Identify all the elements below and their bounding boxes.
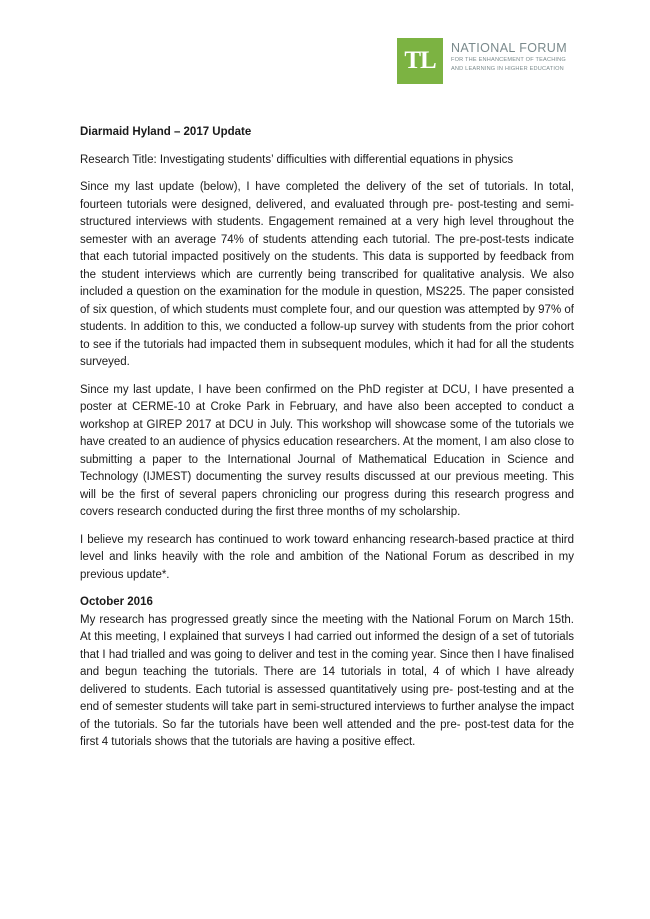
research-title: Research Title: Investigating students’ difficulties with differential equations in physics xyxy=(80,153,514,166)
paragraph-phd-register: Since my last update, I have been confirmed on the PhD register at DCU, I have presented a poster at CERME-10 at Croke Park in February, and have also been accepted to conduct a workshop at GIREP 2017 at DCU in July. This workshop will showcase some of the tutorials we have created to an audience of physics education researchers. At the moment, I am also close to submitting a paper to the International Journal of Mathematical Education in Science and Technology (IJMEST) documenting the survey results discussed at our previous meeting. This will be the first of several papers chronicling our progress during this research progress and covers research conducted during the first three months of my scholarship. xyxy=(80,383,574,518)
paragraph-research-practice: I believe my research has continued to work toward enhancing research-based practice at third level and links heavily with the role and ambition of the National Forum as described in my previous update*. xyxy=(80,533,574,581)
document-body xyxy=(80,124,574,762)
document-heading: Diarmaid Hyland – 2017 Update xyxy=(80,126,252,138)
paragraph-tutorials-update: Since my last update (below), I have completed the delivery of the set of tutorials. In total, fourteen tutorials were designed, delivered, and evaluated through pre- post-testing and semi-structured interviews with students. Engagement remained at a very high level throughout the semester with an average 74% of students attending each tutorial. The pre-post-tests indicate that each tutorial impacted positively on the students. This data is supported by feedback from the student interviews which are currently being transcribed for qualitative analysis. We also included a question on the examination for the module in question, MS225. The paper consisted of six question, of which students must complete four, and our question was attempted by 97% of students. In addition to this, we conducted a follow-up survey with students from the prior cohort to see if the tutorials had impacted them in subsequent modules, which it had for all the students surveyed. xyxy=(80,181,574,368)
logo-title: NATIONAL FORUM xyxy=(451,41,568,55)
logo-subtitle-line-1: FOR THE ENHANCEMENT OF TEACHING xyxy=(451,57,566,63)
tl-logo-icon: TL xyxy=(397,38,443,84)
logo-text xyxy=(451,38,567,74)
national-forum-logo xyxy=(397,38,567,84)
paragraph-october-2016: My research has progressed greatly since the meeting with the National Forum on March 15th. At this meeting, I explained that surveys I had carried out informed the design of a set of tutorials that I had trialled and was going to deliver and test in the coming year. Since then I have finalised and begun teaching the tutorials. There are 14 tutorials in total, 4 of which I have already delivered to students. Each tutorial is assessed quantitatively using pre- post-testing and at the end of semester students will take part in semi-structured interviews to further analyse the impact of the tutorials. So far the tutorials have been well attended and the pre- post-test data for the first 4 tutorials shows that the tutorials are having a positive effect. xyxy=(80,613,574,748)
section-title-october-2016: October 2016 xyxy=(80,596,153,608)
logo-subtitle-line-2: AND LEARNING IN HIGHER EDUCATION xyxy=(451,66,564,72)
